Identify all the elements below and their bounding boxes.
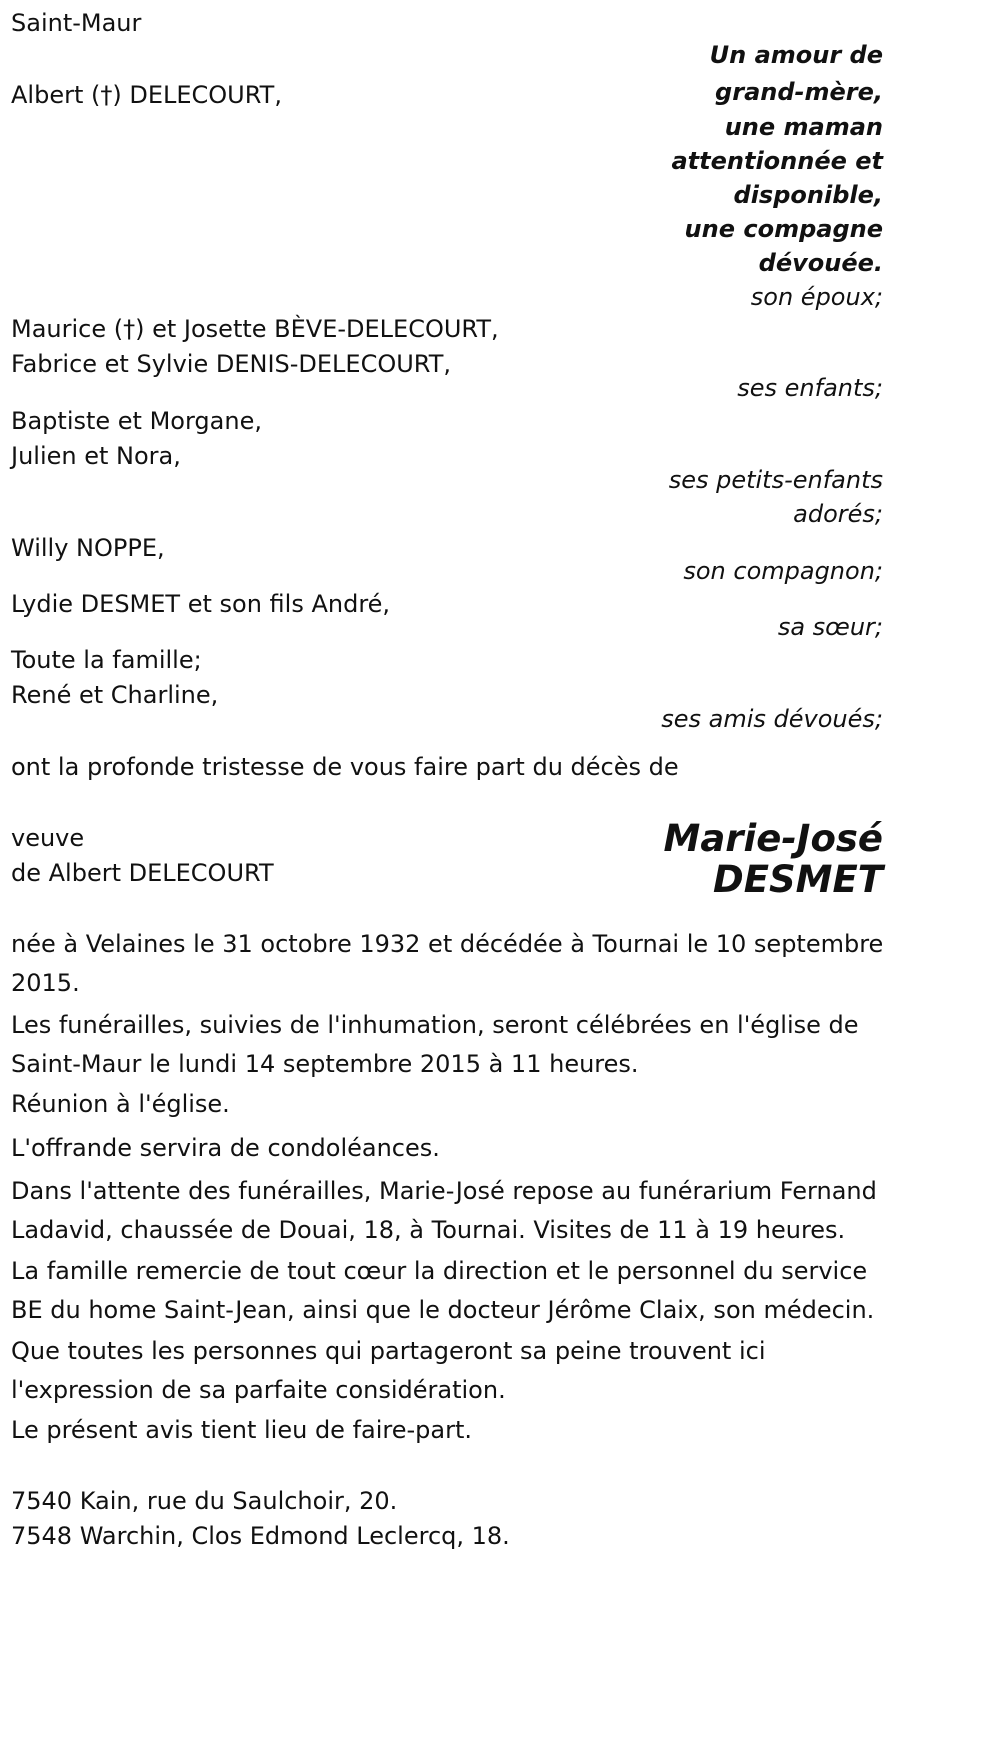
deceased-last-name: DESMET — [713, 858, 883, 901]
detail-meeting: Réunion à l'église. — [11, 1090, 230, 1118]
quote-line-3: une maman — [724, 113, 883, 141]
quote-line-5: disponible, — [733, 181, 883, 209]
grandchildren-1: Baptiste et Morgane, — [11, 407, 262, 435]
grandchildren-role-line-1: ses petits-enfants — [668, 466, 883, 494]
deceased-status-2: de Albert DELECOURT — [11, 859, 274, 887]
sister-role: sa sœur; — [777, 613, 883, 641]
quote-line-1: Un amour de — [709, 41, 883, 69]
announcement-text: ont la profonde tristesse de vous faire part du décès de — [11, 753, 679, 781]
quote-line-6: une compagne — [684, 215, 883, 243]
deceased-status-1: veuve — [11, 824, 85, 852]
address-1: 7540 Kain, rue du Saulchoir, 20. — [11, 1487, 398, 1515]
spouse-name: Albert (†) DELECOURT, — [11, 81, 282, 109]
spouse-role: son époux; — [750, 283, 883, 311]
child-1: Maurice (†) et Josette BÈVE-DELECOURT, — [11, 315, 499, 343]
detail-notice: Le présent avis tient lieu de faire-part. — [11, 1416, 473, 1444]
quote-line-2: grand-mère, — [715, 78, 883, 106]
detail-consideration: Que toutes les personnes qui partageront sa peine trouvent ici l'expression de sa parfaite considération. — [11, 1337, 766, 1404]
deceased-first-name: Marie-José — [663, 817, 883, 860]
address-2: 7548 Warchin, Clos Edmond Leclercq, 18. — [11, 1522, 510, 1550]
quote-line-7: dévouée. — [758, 249, 883, 277]
friends-role: ses amis dévoués; — [661, 705, 883, 733]
other-family-1: Toute la famille; — [11, 646, 202, 674]
sister-name: Lydie DESMET et son fils André, — [11, 590, 391, 618]
place-name: Saint-Maur — [11, 9, 142, 37]
grandchildren-2: Julien et Nora, — [11, 442, 181, 470]
detail-birth-death: née à Velaines le 31 octobre 1932 et décédée à Tournai le 10 septembre 2015. — [11, 930, 884, 997]
grandchildren-role-line-2: adorés; — [793, 500, 883, 528]
detail-offering: L'offrande servira de condoléances. — [11, 1134, 440, 1162]
detail-thanks: La famille remercie de tout cœur la direction et le personnel du service BE du home Saint-Jean, ainsi que le docteur Jérôme Claix, son médecin. — [11, 1257, 875, 1324]
children-role: ses enfants; — [737, 374, 883, 402]
companion-name: Willy NOPPE, — [11, 534, 165, 562]
detail-funeral: Les funérailles, suivies de l'inhumation, seront célébrées en l'église de Saint-Maur le lundi 14 septembre 2015 à 11 heures. — [11, 1011, 859, 1078]
child-2: Fabrice et Sylvie DENIS-DELECOURT, — [11, 350, 452, 378]
detail-visitation: Dans l'attente des funérailles, Marie-José repose au funérarium Fernand Ladavid, chaussée de Douai, 18, à Tournai. Visites de 11 à 19 heures. — [11, 1177, 877, 1244]
quote-line-4: attentionnée et — [671, 147, 883, 175]
companion-role: son compagnon; — [683, 557, 883, 585]
other-family-2: René et Charline, — [11, 681, 219, 709]
